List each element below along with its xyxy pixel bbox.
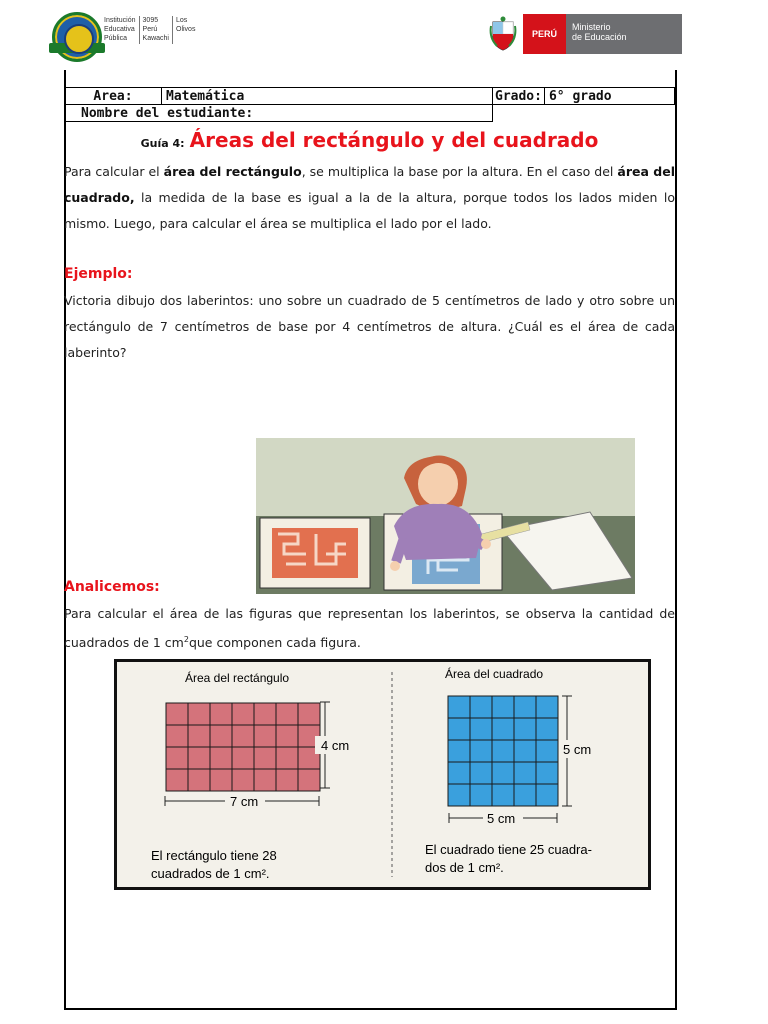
unit-square [470, 784, 492, 806]
peru-shield-icon [489, 16, 517, 52]
unit-square [232, 747, 254, 769]
unit-square [166, 725, 188, 747]
unit-square [210, 769, 232, 791]
unit-square [514, 740, 536, 762]
school-district-line: Olivos [176, 26, 196, 33]
student-name-label: Nombre del estudiante: [65, 105, 493, 122]
unit-square [470, 740, 492, 762]
unit-square [536, 718, 558, 740]
unit-square [514, 718, 536, 740]
area-figure-drawing [117, 662, 648, 887]
square-caption-line: El cuadrado tiene 25 cuadra- [425, 842, 592, 857]
unit-square [514, 784, 536, 806]
unit-square [276, 703, 298, 725]
intro-bold: área del rectángulo [163, 164, 302, 179]
intro-text: la medida de la base es igual a la de la altura, porque todos los lados miden lo mismo. Luego, para calcular el área se multiplica el lado por el lado. [64, 190, 675, 231]
rectangle-grid [166, 703, 320, 791]
school-line: Pública [104, 35, 127, 42]
unit-square [232, 703, 254, 725]
analysis-text: Para calcular el área de las figuras que representan los laberintos, se observa la cantidad de cuadrados de 1 cm [64, 606, 675, 651]
unit-square [470, 762, 492, 784]
guide-heading: Áreas del rectángulo y del cuadrado [189, 128, 599, 152]
school-line: Institución [104, 17, 136, 24]
unit-square [514, 696, 536, 718]
unit-square [166, 703, 188, 725]
unit-square [492, 740, 514, 762]
unit-square [448, 784, 470, 806]
area-value: Matemática [162, 88, 493, 105]
school-line: Educativa [104, 26, 135, 33]
unit-square [470, 696, 492, 718]
unit-square [276, 769, 298, 791]
square-caption-line: dos de 1 cm². [425, 860, 504, 875]
rectangle-caption-line: cuadrados de 1 cm². [151, 866, 270, 881]
unit-square [492, 718, 514, 740]
unit-square [470, 718, 492, 740]
rectangle-caption-line: El rectángulo tiene 28 [151, 848, 277, 863]
unit-square [536, 784, 558, 806]
unit-square [448, 762, 470, 784]
school-name [104, 16, 195, 44]
unit-square [448, 696, 470, 718]
square-height-label: 5 cm [563, 742, 592, 757]
square-title: Área del cuadrado [445, 667, 544, 681]
square-grid [448, 696, 558, 806]
rectangle-base-label: 7 cm [230, 794, 259, 809]
unit-square [166, 769, 188, 791]
unit-square [276, 747, 298, 769]
square-base-label: 5 cm [487, 811, 516, 826]
school-number-line: Perú [142, 26, 158, 33]
unit-square [210, 747, 232, 769]
guide-number: Guía 4: [140, 137, 185, 150]
unit-square [536, 740, 558, 762]
school-district-line: Los [176, 17, 188, 24]
unit-square [254, 769, 276, 791]
unit-square [210, 703, 232, 725]
peru-label: PERÚ [523, 14, 566, 54]
analysis-paragraph [64, 601, 675, 656]
unit-square [166, 747, 188, 769]
unit-square [298, 703, 320, 725]
analysis-superscript: 2 [183, 635, 189, 644]
unit-square [188, 725, 210, 747]
unit-square [492, 784, 514, 806]
intro-bold: área del cuadrado, [64, 164, 675, 205]
unit-square [536, 762, 558, 784]
ministry-line: de Educación [572, 32, 627, 42]
unit-square [188, 703, 210, 725]
rectangle-height-label: 4 cm [321, 738, 350, 753]
grade-value: 6° grado [544, 88, 674, 105]
unit-square [254, 703, 276, 725]
unit-square [188, 747, 210, 769]
unit-square [232, 769, 254, 791]
unit-square [536, 696, 558, 718]
analysis-heading: Analicemos: [64, 579, 160, 595]
area-label: Area: [65, 88, 162, 105]
intro-paragraph [64, 159, 675, 237]
student-name-blank [493, 105, 675, 122]
guide-title [64, 128, 675, 152]
maze-illustration [256, 438, 635, 594]
grade-label: Grado: [493, 88, 545, 105]
school-number-line: 3095 [142, 17, 159, 24]
unit-square [448, 740, 470, 762]
analysis-text: que componen cada figura. [188, 635, 361, 651]
unit-square [210, 725, 232, 747]
rectangle-title: Área del rectángulo [185, 671, 290, 685]
ministry-line: Ministerio [572, 22, 611, 32]
ministry-label [566, 14, 682, 54]
unit-square [492, 696, 514, 718]
intro-text: Para calcular el [64, 164, 164, 179]
example-heading: Ejemplo: [64, 266, 133, 282]
area-figure [114, 659, 651, 890]
school-number-line: Kawachi [142, 35, 169, 42]
unit-square [448, 718, 470, 740]
unit-square [492, 762, 514, 784]
intro-text: , se multiplica la base por la altura. En el caso del [301, 164, 618, 179]
student-info-table [64, 87, 675, 122]
unit-square [298, 769, 320, 791]
unit-square [514, 762, 536, 784]
unit-square [276, 725, 298, 747]
example-paragraph: Victoria dibujo dos laberintos: uno sobre un cuadrado de 5 centímetros de lado y otro sobre un rectángulo de 7 centímetros de base por 4 centímetros de altura. ¿Cuál es el área de cada laberinto? [64, 293, 675, 360]
unit-square [232, 725, 254, 747]
unit-square [188, 769, 210, 791]
unit-square [254, 747, 276, 769]
school-logo [52, 12, 102, 62]
unit-square [254, 725, 276, 747]
